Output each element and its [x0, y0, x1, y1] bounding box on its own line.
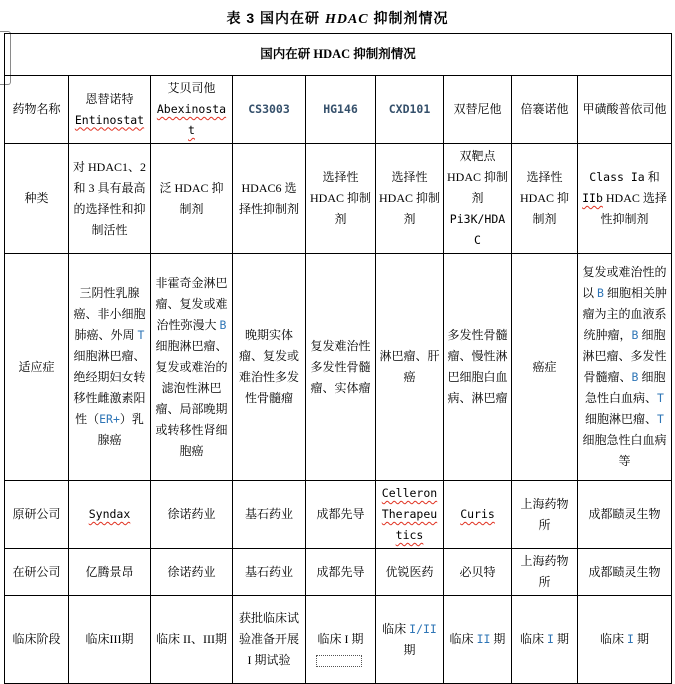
- table-cell: [512, 596, 578, 684]
- table-cell: [444, 76, 512, 144]
- cell-text: Class Ia: [589, 170, 645, 184]
- cell-text: 临床: [382, 621, 410, 636]
- cell-text: 适应症: [18, 359, 55, 374]
- table-cell: [578, 596, 672, 684]
- table-cell: [512, 144, 578, 254]
- cell-text: 多发性骨髓瘤、慢性淋巴细胞白血病、淋巴瘤: [447, 328, 508, 405]
- cell-text: 成都先导: [316, 564, 365, 579]
- table-cell: [376, 596, 444, 684]
- table-cell: [69, 481, 151, 549]
- cell-text: CXD101: [388, 102, 431, 116]
- table-cell: [306, 76, 376, 144]
- cell-text: 成都赜灵生物: [588, 564, 661, 579]
- row-label-cell: [5, 596, 69, 684]
- table-cell: [69, 549, 151, 596]
- page-title-post: 抑制剂情况: [368, 10, 449, 26]
- cell-text: IIb: [582, 191, 603, 205]
- table-cell: [306, 481, 376, 549]
- table-cell: [578, 549, 672, 596]
- table-cell: [151, 549, 233, 596]
- table-row: [5, 254, 672, 481]
- table-cell: [578, 254, 672, 481]
- table-cell: [376, 549, 444, 596]
- table-cell: [306, 549, 376, 596]
- table-header-row: [5, 34, 672, 76]
- cell-text: 基石药业: [244, 564, 293, 579]
- table-cell: [306, 144, 376, 254]
- table-cell: [233, 481, 306, 549]
- table-cell: [69, 144, 151, 254]
- cell-text: 临床III期: [85, 632, 134, 646]
- cell-text: 倍褰诺他: [520, 102, 569, 116]
- cell-text: 上海药物所: [520, 554, 569, 589]
- table-cell: [512, 254, 578, 481]
- cell-text: 双靶点 HDAC 抑制剂: [447, 149, 509, 205]
- cell-text: 期: [553, 632, 569, 646]
- cell-text: Syndax: [88, 507, 131, 521]
- table-cell: [69, 596, 151, 684]
- cell-text: I: [627, 632, 634, 646]
- cell-text: 必贝特: [459, 564, 496, 579]
- cell-text: B: [219, 317, 227, 332]
- cell-text: 细胞相关肿瘤为主的血液系统肿瘤，: [582, 286, 667, 342]
- cell-text: 癌症: [532, 359, 557, 374]
- cell-text: 临床: [600, 632, 628, 646]
- table-cell: [512, 549, 578, 596]
- table-cell: [69, 254, 151, 481]
- cell-text: 徐诺药业: [167, 507, 216, 521]
- cell-text: HDAC 选择性抑制剂: [600, 191, 667, 226]
- cell-text: I: [547, 632, 554, 646]
- cell-text: 选择性 HDAC 抑制剂: [379, 170, 441, 226]
- cell-text: 亿腾景昂: [85, 564, 134, 579]
- cell-text: 细胞急性白血病等: [582, 433, 667, 468]
- cell-text: T: [137, 328, 145, 342]
- table-cell: [69, 76, 151, 144]
- table-row: [5, 76, 672, 144]
- table-cell: [233, 76, 306, 144]
- page-title: [0, 8, 675, 28]
- cell-text: T: [657, 391, 664, 405]
- row-label-cell: [5, 254, 69, 481]
- cell-text: 艾贝司他: [167, 81, 216, 95]
- table-cell: [376, 76, 444, 144]
- table-cell: [151, 481, 233, 549]
- cell-text: CS3003: [248, 102, 290, 116]
- cell-text: 成都先导: [316, 507, 365, 521]
- table-row: [5, 481, 672, 549]
- cell-text: 获批临床试验准备开展 I 期试验: [238, 611, 299, 667]
- page-break-artifact: [316, 655, 362, 667]
- table-cell: [233, 596, 306, 684]
- cell-text: 复发难治性多发性骨髓瘤、实体瘤: [310, 338, 371, 395]
- cell-text: HDAC6 选择性抑制剂: [238, 180, 299, 216]
- cell-text: 细胞淋巴瘤、多发性骨髓瘤、: [582, 328, 667, 384]
- cell-text: 临床: [449, 632, 477, 646]
- table-cell: [444, 144, 512, 254]
- row-label-cell: [5, 144, 69, 254]
- cell-text: 临床阶段: [12, 632, 61, 646]
- table-header-cell: 国内在研 HDAC 抑制剂情况: [5, 34, 672, 76]
- cell-text: 期: [403, 642, 416, 657]
- cell-text: 期: [490, 632, 506, 646]
- table-cell: [444, 481, 512, 549]
- cell-text: 徐诺药业: [167, 564, 216, 579]
- page-title-hdac: HDAC: [324, 12, 369, 27]
- cell-text: 泛 HDAC 抑制剂: [159, 180, 224, 216]
- table-cell: [376, 481, 444, 549]
- cell-text: B: [597, 286, 604, 300]
- table-cell: [151, 254, 233, 481]
- cell-text: 选择性 HDAC 抑制剂: [519, 170, 569, 226]
- table-cell: [233, 549, 306, 596]
- table-cell: [444, 254, 512, 481]
- table-cell: [578, 481, 672, 549]
- table-cell: [233, 144, 306, 254]
- cell-text: 晚期实体瘤、复发或难治性多发性骨髓瘤: [238, 328, 299, 405]
- cell-text: B: [631, 370, 639, 384]
- row-label-cell: [5, 481, 69, 549]
- cell-text: 临床 I 期: [317, 632, 364, 646]
- table-row: [5, 549, 672, 596]
- cell-text: 复发或难治性的以: [582, 265, 667, 300]
- table-cell: [151, 596, 233, 684]
- cell-text: Celleron Therapeutics: [381, 486, 438, 542]
- table-cell: [151, 76, 233, 144]
- cell-text: 对 HDAC1、2 和 3 具有最高的选择性和抑制活性: [72, 159, 146, 237]
- table-cell: [444, 596, 512, 684]
- cell-text: 非霍奇金淋巴瘤、复发或难治性弥漫大: [155, 275, 228, 332]
- cell-text: Pi3K/HDAC: [449, 212, 506, 247]
- cell-text: 临床 II、III期: [156, 632, 227, 646]
- table-cell: [306, 254, 376, 481]
- cell-text: 优锐医药: [385, 564, 434, 579]
- cell-text: 细胞淋巴瘤、复发或难治的滤泡性淋巴瘤、局部晚期或转移性肾细胞癌: [155, 338, 228, 458]
- cell-text: T: [657, 412, 664, 426]
- table-cell: [376, 144, 444, 254]
- cell-text: 恩替诺特: [85, 91, 134, 106]
- table-cell: [578, 144, 672, 254]
- cell-text: 细胞淋巴瘤、绝经期妇女转移性雌激素阳性（: [73, 349, 146, 426]
- cell-text: 甲磺酸普依司他: [582, 102, 667, 116]
- cell-text: Entinostat: [74, 112, 145, 127]
- cell-text: 上海药物所: [520, 496, 569, 532]
- cell-text: 基石药业: [244, 507, 293, 521]
- table-cell: [151, 144, 233, 254]
- cell-text: 期: [633, 632, 649, 646]
- cell-text: I/II: [409, 621, 437, 636]
- cell-text: HG146: [323, 102, 358, 116]
- cell-text: 细胞急性白血病、: [585, 370, 666, 405]
- table-row: [5, 596, 672, 684]
- cell-text: 三阴性乳腺癌、非小细胞肺癌、外周: [73, 286, 146, 342]
- cell-text: 双替尼他: [453, 102, 502, 116]
- cell-text: 细胞淋巴瘤、: [585, 412, 658, 426]
- table-cell: [512, 76, 578, 144]
- cell-text: 原研公司: [12, 507, 61, 521]
- table-cell: [233, 254, 306, 481]
- cell-text: 淋巴瘤、肝癌: [379, 349, 440, 384]
- page-title-pre: 表 3 国内在研: [226, 10, 325, 26]
- cell-text: 临床: [520, 632, 548, 646]
- table-cell: [512, 481, 578, 549]
- table-cell: [578, 76, 672, 144]
- cell-text: 药物名称: [12, 102, 61, 116]
- cell-text: ）乳腺癌: [97, 412, 144, 447]
- cell-text: ER+: [99, 412, 120, 426]
- row-label-cell: [5, 76, 69, 144]
- hdac-inhibitor-table: [4, 33, 672, 684]
- table-row: [5, 144, 672, 254]
- row-label-cell: [5, 549, 69, 596]
- cell-text: 在研公司: [12, 564, 61, 579]
- table-cell: [376, 254, 444, 481]
- cell-text: 成都赜灵生物: [588, 507, 661, 521]
- table-cell: [444, 549, 512, 596]
- cell-text: Abexinostat: [156, 102, 227, 137]
- table-cell: [306, 596, 376, 684]
- cell-text: 选择性 HDAC 抑制剂: [309, 170, 371, 226]
- cell-text: Curis: [460, 507, 495, 521]
- cell-text: 和: [644, 170, 660, 184]
- cell-text: 种类: [24, 191, 49, 205]
- cell-text: B: [631, 328, 639, 342]
- cell-text: II: [476, 632, 491, 646]
